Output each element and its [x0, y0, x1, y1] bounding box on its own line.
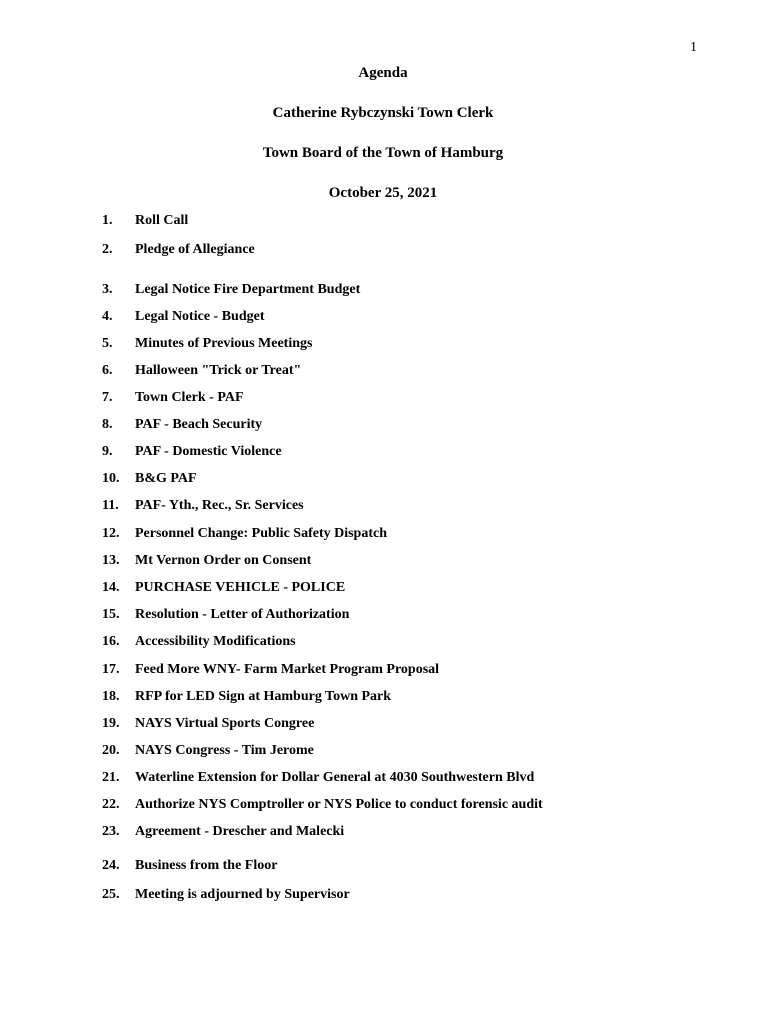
agenda-item	[102, 242, 722, 258]
item-number: 14.	[102, 580, 120, 595]
agenda-item	[102, 471, 722, 487]
item-text: Accessibility Modifications	[135, 634, 296, 649]
agenda-item	[102, 797, 722, 813]
item-text: Resolution - Letter of Authorization	[135, 607, 350, 622]
item-text: Agreement - Drescher and Malecki	[135, 824, 345, 839]
agenda-item	[102, 824, 722, 840]
item-number: 18.	[102, 689, 120, 704]
item-text: Halloween "Trick or Treat"	[135, 363, 302, 378]
clerk-heading: Catherine Rybczynski Town Clerk	[272, 105, 494, 121]
item-text: PURCHASE VEHICLE - POLICE	[135, 580, 346, 595]
item-text: RFP for LED Sign at Hamburg Town Park	[135, 689, 392, 704]
item-number: 13.	[102, 553, 120, 568]
item-number: 8.	[102, 417, 113, 432]
item-number: 6.	[102, 363, 113, 378]
item-text: PAF- Yth., Rec., Sr. Services	[135, 498, 304, 513]
item-number: 10.	[102, 471, 120, 486]
item-text: Roll Call	[135, 213, 189, 228]
item-text: PAF - Beach Security	[135, 417, 263, 432]
item-text: Pledge of Allegiance	[135, 242, 255, 257]
item-text: Minutes of Previous Meetings	[135, 336, 313, 351]
agenda-item	[102, 526, 722, 542]
item-text: Business from the Floor	[135, 858, 278, 873]
item-number: 25.	[102, 887, 120, 902]
agenda-item	[102, 363, 722, 379]
item-number: 11.	[102, 498, 119, 513]
item-text: NAYS Congress - Tim Jerome	[135, 743, 314, 758]
item-number: 4.	[102, 309, 113, 324]
item-number: 7.	[102, 390, 113, 405]
item-text: Legal Notice Fire Department Budget	[135, 282, 361, 297]
item-number: 15.	[102, 607, 120, 622]
item-number: 5.	[102, 336, 113, 351]
item-number: 12.	[102, 526, 120, 541]
item-number: 3.	[102, 282, 113, 297]
agenda-item	[102, 662, 722, 678]
agenda-item	[102, 770, 722, 786]
item-text: Personnel Change: Public Safety Dispatch	[135, 526, 387, 541]
agenda-item	[102, 390, 722, 406]
agenda-item	[102, 689, 722, 705]
agenda-item	[102, 498, 722, 514]
agenda-item	[102, 417, 722, 433]
item-text: Mt Vernon Order on Consent	[135, 553, 312, 568]
agenda-item	[102, 634, 722, 650]
item-text: Legal Notice - Budget	[135, 309, 265, 324]
item-number: 24.	[102, 858, 120, 873]
agenda-item	[102, 282, 722, 298]
item-number: 9.	[102, 444, 113, 459]
item-text: Authorize NYS Comptroller or NYS Police to conduct forensic audit	[135, 797, 543, 812]
agenda-item	[102, 336, 722, 352]
item-text: PAF - Domestic Violence	[135, 444, 282, 459]
item-text: NAYS Virtual Sports Congree	[135, 716, 315, 731]
item-text: Waterline Extension for Dollar General at 4030 Southwestern Blvd	[135, 770, 535, 785]
item-number: 22.	[102, 797, 120, 812]
item-text: Meeting is adjourned by Supervisor	[135, 887, 350, 902]
agenda-item	[102, 444, 722, 460]
item-text: Feed More WNY- Farm Market Program Proposal	[135, 662, 440, 677]
agenda-item	[102, 743, 722, 759]
agenda-item	[102, 553, 722, 569]
item-text: B&G PAF	[135, 471, 197, 486]
item-number: 19.	[102, 716, 120, 731]
item-number: 20.	[102, 743, 120, 758]
agenda-item	[102, 607, 722, 623]
item-number: 16.	[102, 634, 120, 649]
agenda-item	[102, 887, 722, 903]
item-number: 17.	[102, 662, 120, 677]
item-number: 1.	[102, 213, 113, 228]
item-number: 23.	[102, 824, 120, 839]
agenda-item	[102, 309, 722, 325]
item-text: Town Clerk - PAF	[135, 390, 244, 405]
agenda-item	[102, 716, 722, 732]
agenda-item	[102, 858, 722, 874]
item-number: 21.	[102, 770, 120, 785]
page-number: 1	[690, 40, 697, 55]
meeting-date: October 25, 2021	[328, 185, 438, 201]
agenda-item	[102, 213, 722, 229]
document-title: Agenda	[358, 65, 408, 81]
board-heading: Town Board of the Town of Hamburg	[262, 145, 504, 161]
agenda-item	[102, 580, 722, 596]
item-number: 2.	[102, 242, 113, 257]
